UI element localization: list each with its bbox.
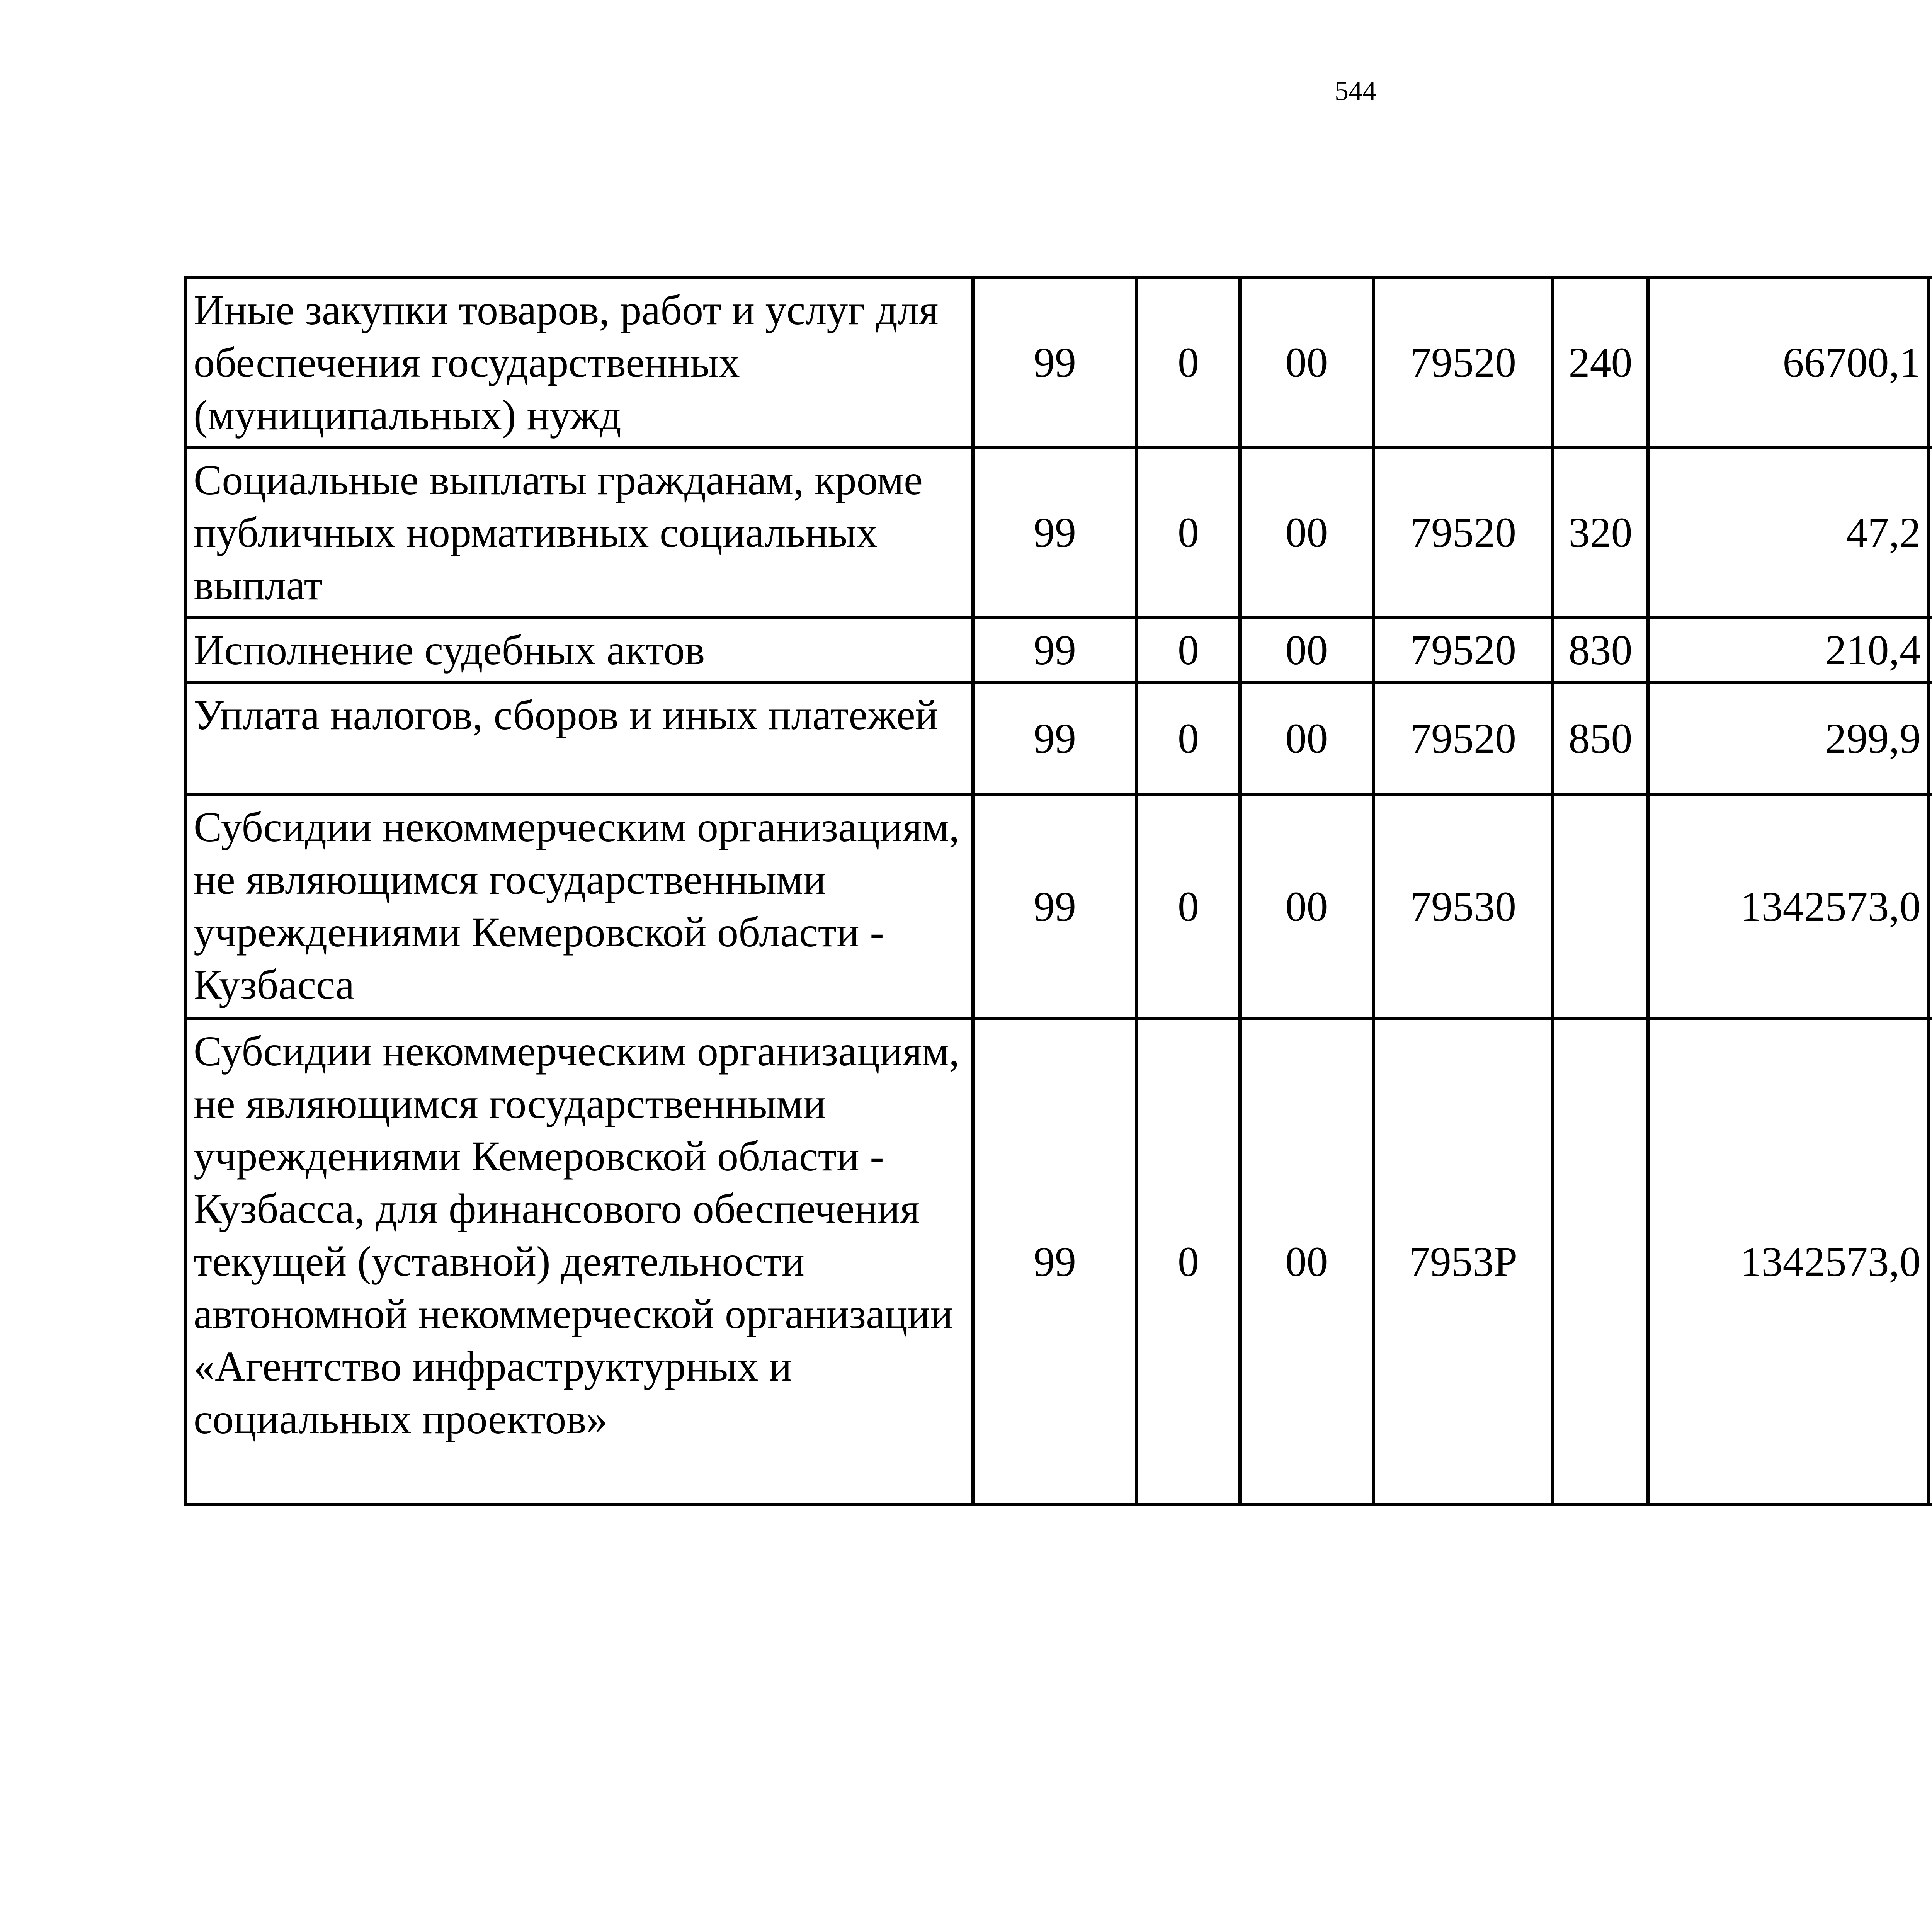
row-name-cell: Иные закупки товаров, работ и услуг для обеспечения государственных (муниципальных) нужд — [186, 277, 973, 447]
amount-2-cell — [1929, 794, 1932, 1019]
table-row — [186, 617, 1932, 682]
direction-code-cell: 79530 — [1373, 794, 1553, 1019]
event-code-cell: 00 — [1240, 794, 1373, 1019]
expense-type-cell: 830 — [1553, 617, 1648, 682]
expense-type-cell — [1553, 1019, 1648, 1505]
program-code-cell: 99 — [973, 1019, 1137, 1505]
page-number: 544 — [1335, 75, 1376, 106]
row-name-cell: Уплата налогов, сборов и иных платежей — [186, 682, 973, 794]
expense-type-cell — [1553, 794, 1648, 1019]
event-code-cell: 00 — [1240, 277, 1373, 447]
subprogram-code-cell: 0 — [1137, 277, 1240, 447]
amount-1-cell: 299,9 — [1648, 682, 1929, 794]
program-code-cell: 99 — [973, 682, 1137, 794]
subprogram-code-cell: 0 — [1137, 794, 1240, 1019]
table-row — [186, 1019, 1932, 1505]
table-row — [186, 682, 1932, 794]
direction-code-cell: 79520 — [1373, 617, 1553, 682]
amount-2-cell — [1929, 277, 1932, 447]
program-code-cell: 99 — [973, 794, 1137, 1019]
amount-1-cell: 1342573,0 — [1648, 1019, 1929, 1505]
table-row — [186, 794, 1932, 1019]
amount-2-cell — [1929, 682, 1932, 794]
event-code-cell: 00 — [1240, 447, 1373, 617]
amount-1-cell: 66700,1 — [1648, 277, 1929, 447]
expense-type-cell: 240 — [1553, 277, 1648, 447]
amount-2-cell — [1929, 617, 1932, 682]
amount-2-cell — [1929, 447, 1932, 617]
expense-type-cell: 320 — [1553, 447, 1648, 617]
table-row — [186, 447, 1932, 617]
amount-1-cell: 47,2 — [1648, 447, 1929, 617]
direction-code-cell: 7953Р — [1373, 1019, 1553, 1505]
program-code-cell: 99 — [973, 277, 1137, 447]
event-code-cell: 00 — [1240, 1019, 1373, 1505]
direction-code-cell: 79520 — [1373, 447, 1553, 617]
subprogram-code-cell: 0 — [1137, 447, 1240, 617]
program-code-cell: 99 — [973, 447, 1137, 617]
event-code-cell: 00 — [1240, 617, 1373, 682]
event-code-cell: 00 — [1240, 682, 1373, 794]
subprogram-code-cell: 0 — [1137, 617, 1240, 682]
row-name-cell: Субсидии некоммерческим организациям, не являющимся государственными учреждениями Кемеровской области - Кузбасса — [186, 794, 973, 1019]
subprogram-code-cell: 0 — [1137, 682, 1240, 794]
amount-1-cell: 1342573,0 — [1648, 794, 1929, 1019]
amount-2-cell — [1929, 1019, 1932, 1505]
row-name-cell: Социальные выплаты гражданам, кроме публичных нормативных социальных выплат — [186, 447, 973, 617]
program-code-cell: 99 — [973, 617, 1137, 682]
direction-code-cell: 79520 — [1373, 682, 1553, 794]
budget-table — [184, 276, 1932, 1506]
subprogram-code-cell: 0 — [1137, 1019, 1240, 1505]
table-row — [186, 277, 1932, 447]
expense-type-cell: 850 — [1553, 682, 1648, 794]
direction-code-cell: 79520 — [1373, 277, 1553, 447]
amount-1-cell: 210,4 — [1648, 617, 1929, 682]
row-name-cell: Субсидии некоммерческим организациям, не являющимся государственными учреждениями Кемеровской области - Кузбасса, для финансового обеспечения текущей (уставной) деятельности автономной некоммерческой организации «Агентство инфраструктурных и социальных проектов» — [186, 1019, 973, 1505]
row-name-cell: Исполнение судебных актов — [186, 617, 973, 682]
